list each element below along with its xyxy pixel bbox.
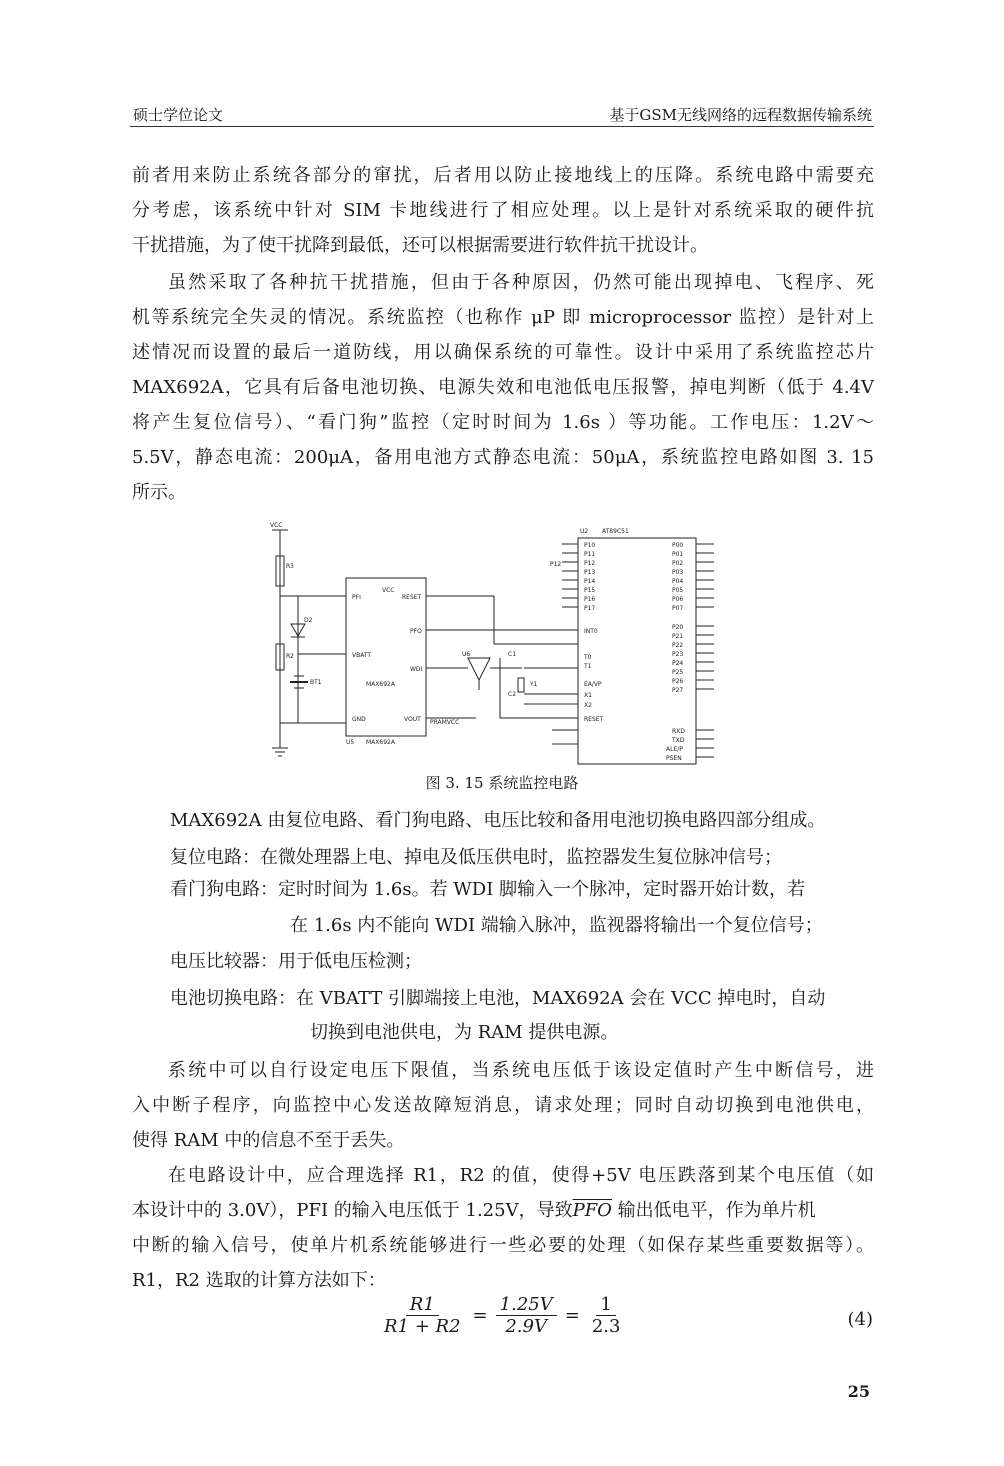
equation-number: (4)	[847, 1309, 873, 1330]
pin-p03: P03	[672, 569, 684, 576]
label-u2: U2	[580, 528, 589, 535]
paragraph-3: MAX692A 由复位电路、看门狗电路、电压比较和备用电池切换电路四部分组成。	[170, 810, 826, 831]
label-c1: C1	[508, 651, 517, 658]
label-pfo: PFO	[410, 628, 422, 635]
text-line: 所示。	[132, 482, 186, 503]
list-item: 切换到电池供电，为 RAM 提供电源。	[310, 1022, 619, 1043]
label-reset: RESET	[402, 594, 422, 601]
circuit-diagram	[262, 518, 746, 768]
text-line: 干扰措施，为了使干扰降到最低，还可以根据需要进行软件抗干扰设计。	[132, 235, 708, 256]
list-item: 复位电路：在微处理器上电、掉电及低压供电时，监控器发生复位脉冲信号；	[170, 847, 782, 868]
text-line: 述情况而设置的最后一道防线，用以确保系统的可靠性。设计中采用了系统监控芯片	[132, 342, 874, 363]
text-line: 入中断子程序，向监控中心发送故障短消息，请求处理；同时自动切换到电池供电，	[132, 1095, 874, 1116]
pin-p12: P12	[584, 560, 596, 567]
list-item: 看门狗电路：定时时间为 1.6s。若 WDI 脚输入一个脉冲，定时器开始计数，若	[170, 879, 806, 900]
pin-int: INT0	[584, 628, 598, 635]
label-r2: R2	[286, 653, 294, 660]
label-gnd: GND	[352, 716, 366, 723]
label-c2: C2	[508, 691, 517, 698]
pin-p00: P00	[672, 542, 684, 549]
text-line	[132, 1193, 874, 1228]
equals-sign: =	[564, 1305, 580, 1326]
text-line: 在电路设计中，应合理选择 R1，R2 的值，使得+5V 电压跌落到某个电压值（如	[168, 1165, 874, 1186]
numerator: 1.25V	[496, 1294, 557, 1316]
pin-p23: P23	[672, 651, 684, 658]
pin-rst: RESET	[584, 716, 604, 723]
paragraph-4	[132, 1053, 874, 1158]
pin-txd: TXD	[672, 737, 685, 744]
text-line: 机等系统完全失灵的情况。系统监控（也称作 μP 即 microprocessor 监控）是针对上	[132, 307, 874, 328]
label-pfi: PFI	[352, 594, 361, 601]
pin-p27: P27	[672, 687, 684, 694]
pin-p25: P25	[672, 669, 684, 676]
text-line: 中断的输入信号，使单片机系统能够进行一些必要的处理（如保存某些重要数据等）。	[132, 1235, 874, 1256]
fraction-3	[588, 1294, 625, 1337]
pin-p24: P24	[672, 660, 684, 667]
pin-ale: ALE/P	[666, 746, 683, 753]
label-vbatt: VBATT	[352, 652, 372, 659]
label-vout: VOUT	[404, 716, 421, 723]
pin-p02: P02	[672, 560, 684, 567]
pin-p06: P06	[672, 596, 684, 603]
text-segment: 本设计中的 3.0V），PFI 的输入电压低于 1.25V，导致	[132, 1200, 573, 1221]
pin-p10: P10	[584, 542, 596, 549]
pin-p04: P04	[672, 578, 684, 585]
pin-p22: P22	[672, 642, 684, 649]
denominator: 2.3	[591, 1316, 621, 1337]
pin-p01: P01	[672, 551, 684, 558]
paragraph-1	[132, 158, 874, 263]
list-item: 在 1.6s 内不能向 WDI 端输入脉冲，监视器将输出一个复位信号；	[290, 915, 823, 936]
text-line: 系统中可以自行设定电压下限值，当系统电压低于该设定值时产生中断信号，进	[168, 1060, 874, 1081]
label-y1: Y1	[530, 681, 538, 688]
equation	[380, 1294, 624, 1337]
label-u5-name: MAX692A	[366, 739, 395, 746]
pin-p05: P05	[672, 587, 684, 594]
text-line: 将产生复位信号）、“看门狗”监控（定时时间为 1.6s ）等功能。工作电压：1.2V～	[132, 412, 874, 433]
pin-p14: P14	[584, 578, 596, 585]
pin-p21: P21	[672, 633, 684, 640]
text-line: 前者用来防止系统各部分的窜扰，后者用以防止接地线上的压降。系统电路中需要充	[132, 165, 874, 186]
text-line: 分考虑，该系统中针对 SIM 卡地线进行了相应处理。以上是针对系统采取的硬件抗	[132, 200, 874, 221]
pin-x2: X2	[584, 702, 592, 709]
text-line: 使得 RAM 中的信息不至于丢失。	[132, 1130, 405, 1151]
text-line: 虽然采取了各种抗干扰措施，但由于各种原因，仍然可能出现掉电、飞程序、死	[168, 272, 874, 293]
pin-p20: P20	[672, 624, 684, 631]
label-wdi: WDI	[410, 666, 423, 673]
paragraph-5	[132, 1158, 874, 1298]
pin-p11: P11	[584, 551, 596, 558]
pin-p07: P07	[672, 605, 684, 612]
label-p12: P12	[550, 561, 562, 568]
paragraph-2	[132, 265, 874, 510]
pin-psen: PSEN	[666, 755, 682, 762]
pin-p13: P13	[584, 569, 596, 576]
label-d2: D2	[304, 617, 313, 624]
pfo-symbol: $\overline{PFO}$	[572, 1200, 612, 1221]
header-right: 基于GSM无线网络的远程数据传输系统	[609, 106, 872, 124]
pin-p17: P17	[584, 605, 596, 612]
pin-p16: P16	[584, 596, 596, 603]
label-r3: R3	[286, 563, 294, 570]
label-u5: U5	[346, 739, 355, 746]
label-vcc-top: VCC	[270, 522, 283, 529]
pin-p15: P15	[584, 587, 596, 594]
list-item: 电池切换电路：在 VBATT 引脚端接上电池，MAX692A 会在 VCC 掉电时，自动	[170, 988, 826, 1009]
label-bt1: BT1	[310, 679, 322, 686]
pin-t1: T1	[584, 663, 592, 670]
numerator: 1	[596, 1294, 615, 1316]
label-u2-name: AT89C51	[602, 528, 629, 535]
pin-x1: X1	[584, 692, 592, 699]
page-number: 25	[847, 1382, 870, 1401]
header-rule	[130, 126, 874, 127]
text-segment: 输出低电平，作为单片机	[611, 1200, 816, 1221]
denominator: R1 + R2	[384, 1316, 461, 1337]
text-line: 5.5V，静态电流：200μA，备用电池方式静态电流：50μA，系统监控电路如图 3. 15	[132, 447, 874, 468]
fraction-1	[380, 1294, 465, 1337]
denominator: 2.9V	[505, 1316, 547, 1337]
pin-p26: P26	[672, 678, 684, 685]
pin-t0: T0	[584, 654, 592, 661]
header-left: 硕士学位论文	[133, 106, 224, 124]
label-ram: PRAMVCC	[430, 719, 460, 726]
numerator: R1	[406, 1294, 439, 1316]
list-item: 电压比较器：用于低电压检测；	[170, 951, 422, 972]
text-line: MAX692A，它具有后备电池切换、电源失效和电池低电压报警，掉电判断（低于 4.4V	[132, 377, 874, 398]
label-vcc: VCC	[382, 587, 395, 594]
label-chip: MAX692A	[366, 681, 395, 688]
label-u6: U6	[462, 651, 471, 658]
pin-ea: EA/VP	[584, 681, 602, 688]
pin-rxd: RXD	[672, 728, 685, 735]
figure-caption: 图 3. 15 系统监控电路	[425, 774, 579, 792]
text-line: R1，R2 选取的计算方法如下：	[132, 1270, 386, 1291]
equals-sign: =	[472, 1305, 488, 1326]
fraction-2	[496, 1294, 557, 1337]
